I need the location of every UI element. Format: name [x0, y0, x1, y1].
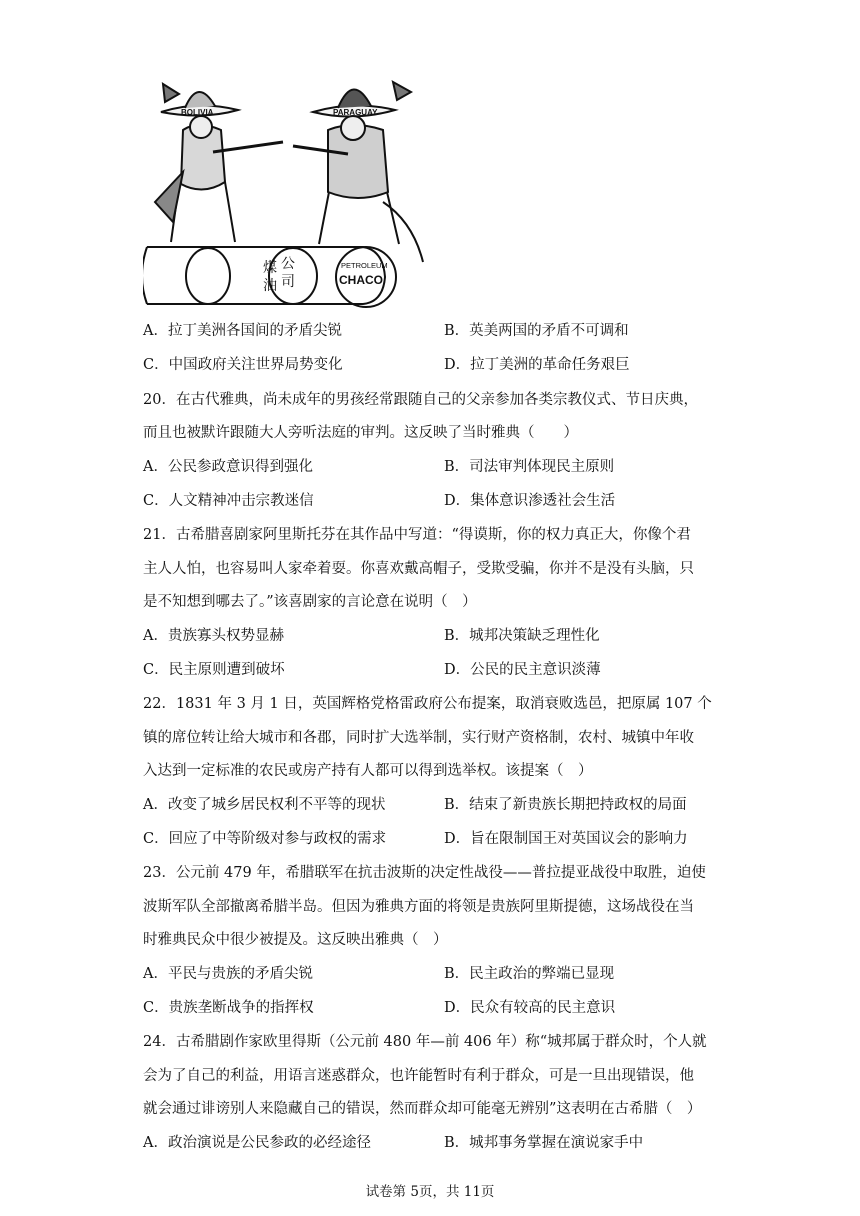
- hat-label-paraguay: PARAGUAY: [333, 108, 378, 117]
- q20-option-a: A．公民参政意识得到强化: [143, 459, 313, 475]
- q23-text-line-1: 23．公元前 479 年，希腊联军在抗击波斯的决定性战役——普拉提亚战役中取胜，迫使: [143, 865, 706, 881]
- q22-text-line-3: 入达到一定标准的农民或房产持有人都可以得到选举权。该提案（ ）: [143, 763, 593, 779]
- q23-option-d: D．民众有较高的民主意识: [444, 1000, 616, 1016]
- q20-option-d: D．集体意识渗透社会生活: [444, 493, 616, 509]
- q20-option-b: B．司法审判体现民主原则: [444, 459, 615, 475]
- q24-option-a: A．政治演说是公民参政的必经途径: [143, 1135, 371, 1151]
- page-footer: 试卷第 5页，共 11页: [365, 1184, 495, 1200]
- tank-label-cn-3: 公: [281, 256, 295, 272]
- tank-label-cn-1: 煤: [263, 260, 277, 276]
- tank-label-cn-2: 油: [263, 278, 277, 294]
- q19-option-d: D．拉丁美洲的革命任务艰巨: [444, 357, 630, 373]
- q22-option-b: B．结束了新贵族长期把持政权的局面: [444, 797, 687, 813]
- q21-text-line-2: 主人人怕，也容易叫人家牵着耍。你喜欢戴高帽子，受欺受骗，你并不是没有头脑，只: [143, 561, 694, 577]
- q22-option-a: A．改变了城乡居民权利不平等的现状: [143, 797, 386, 813]
- q21-text-line-3: 是不知想到哪去了。”该喜剧家的言论意在说明（ ）: [143, 594, 477, 610]
- q21-option-c: C．民主原则遭到破坏: [143, 662, 285, 678]
- q23-text-line-2: 波斯军队全部撤离希腊半岛。但因为雅典方面的将领是贵族阿里斯提德，这场战役在当: [143, 899, 694, 915]
- hat-label-bolivia: BOLIVIA: [181, 108, 214, 117]
- q21-option-d: D．公民的民主意识淡薄: [444, 662, 601, 678]
- q23-text-line-3: 时雅典民众中很少被提及。这反映出雅典（ ）: [143, 932, 448, 948]
- q21-option-a: A．贵族寡头权势显赫: [143, 628, 284, 644]
- q22-text-line-1: 22．1831 年 3 月 1 日，英国辉格党格雷政府公布提案，取消衰败选邑，把原属 107 个: [143, 696, 712, 712]
- q21-option-b: B．城邦决策缺乏理性化: [444, 628, 600, 644]
- q23-option-c: C．贵族垄断战争的指挥权: [143, 1000, 314, 1016]
- q22-text-line-2: 镇的席位转让给大城市和各郡，同时扩大选举制，实行财产资格制，农村、城镇中年收: [143, 730, 694, 746]
- q20-option-c: C．人文精神冲击宗教迷信: [143, 493, 314, 509]
- tank-label-cn-4: 司: [281, 274, 295, 290]
- q23-option-a: A．平民与贵族的矛盾尖锐: [143, 966, 313, 982]
- q21-text-line-1: 21．古希腊喜剧家阿里斯托芬在其作品中写道：“得谟斯，你的权力真正大，你像个君: [143, 527, 691, 543]
- q23-option-b: B．民主政治的弊端已显现: [444, 966, 615, 982]
- q20-text-line-2: 而且也被默许跟随大人旁听法庭的审判。这反映了当时雅典（ ）: [143, 425, 578, 441]
- cartoon-illustration: [143, 72, 431, 308]
- q24-text-line-2: 会为了自己的利益，用语言迷惑群众，也许能暂时有利于群众，可是一旦出现错误，他: [143, 1068, 694, 1084]
- q24-text-line-3: 就会通过诽谤别人来隐藏自己的错误，然而群众却可能毫无辨别”这表明在古希腊（ ）: [143, 1101, 702, 1117]
- q20-text-line-1: 20．在古代雅典，尚未成年的男孩经常跟随自己的父亲参加各类宗教仪式、节日庆典，: [143, 392, 698, 408]
- q22-option-c: C．回应了中等阶级对参与政权的需求: [143, 831, 387, 847]
- q24-option-b: B．城邦事务掌握在演说家手中: [444, 1135, 644, 1151]
- q24-text-line-1: 24．古希腊剧作家欧里得斯（公元前 480 年—前 406 年）称“城邦属于群众时，个人就: [143, 1034, 707, 1050]
- tank-label-chaco: CHACO: [339, 273, 383, 287]
- q19-option-b: B．英美两国的矛盾不可调和: [444, 323, 629, 339]
- q19-option-a: A．拉丁美洲各国间的矛盾尖锐: [143, 323, 342, 339]
- tank-label-petroleum: PETROLEUM: [341, 261, 388, 270]
- q22-option-d: D．旨在限制国王对英国议会的影响力: [444, 831, 688, 847]
- q19-option-c: C．中国政府关注世界局势变化: [143, 357, 343, 373]
